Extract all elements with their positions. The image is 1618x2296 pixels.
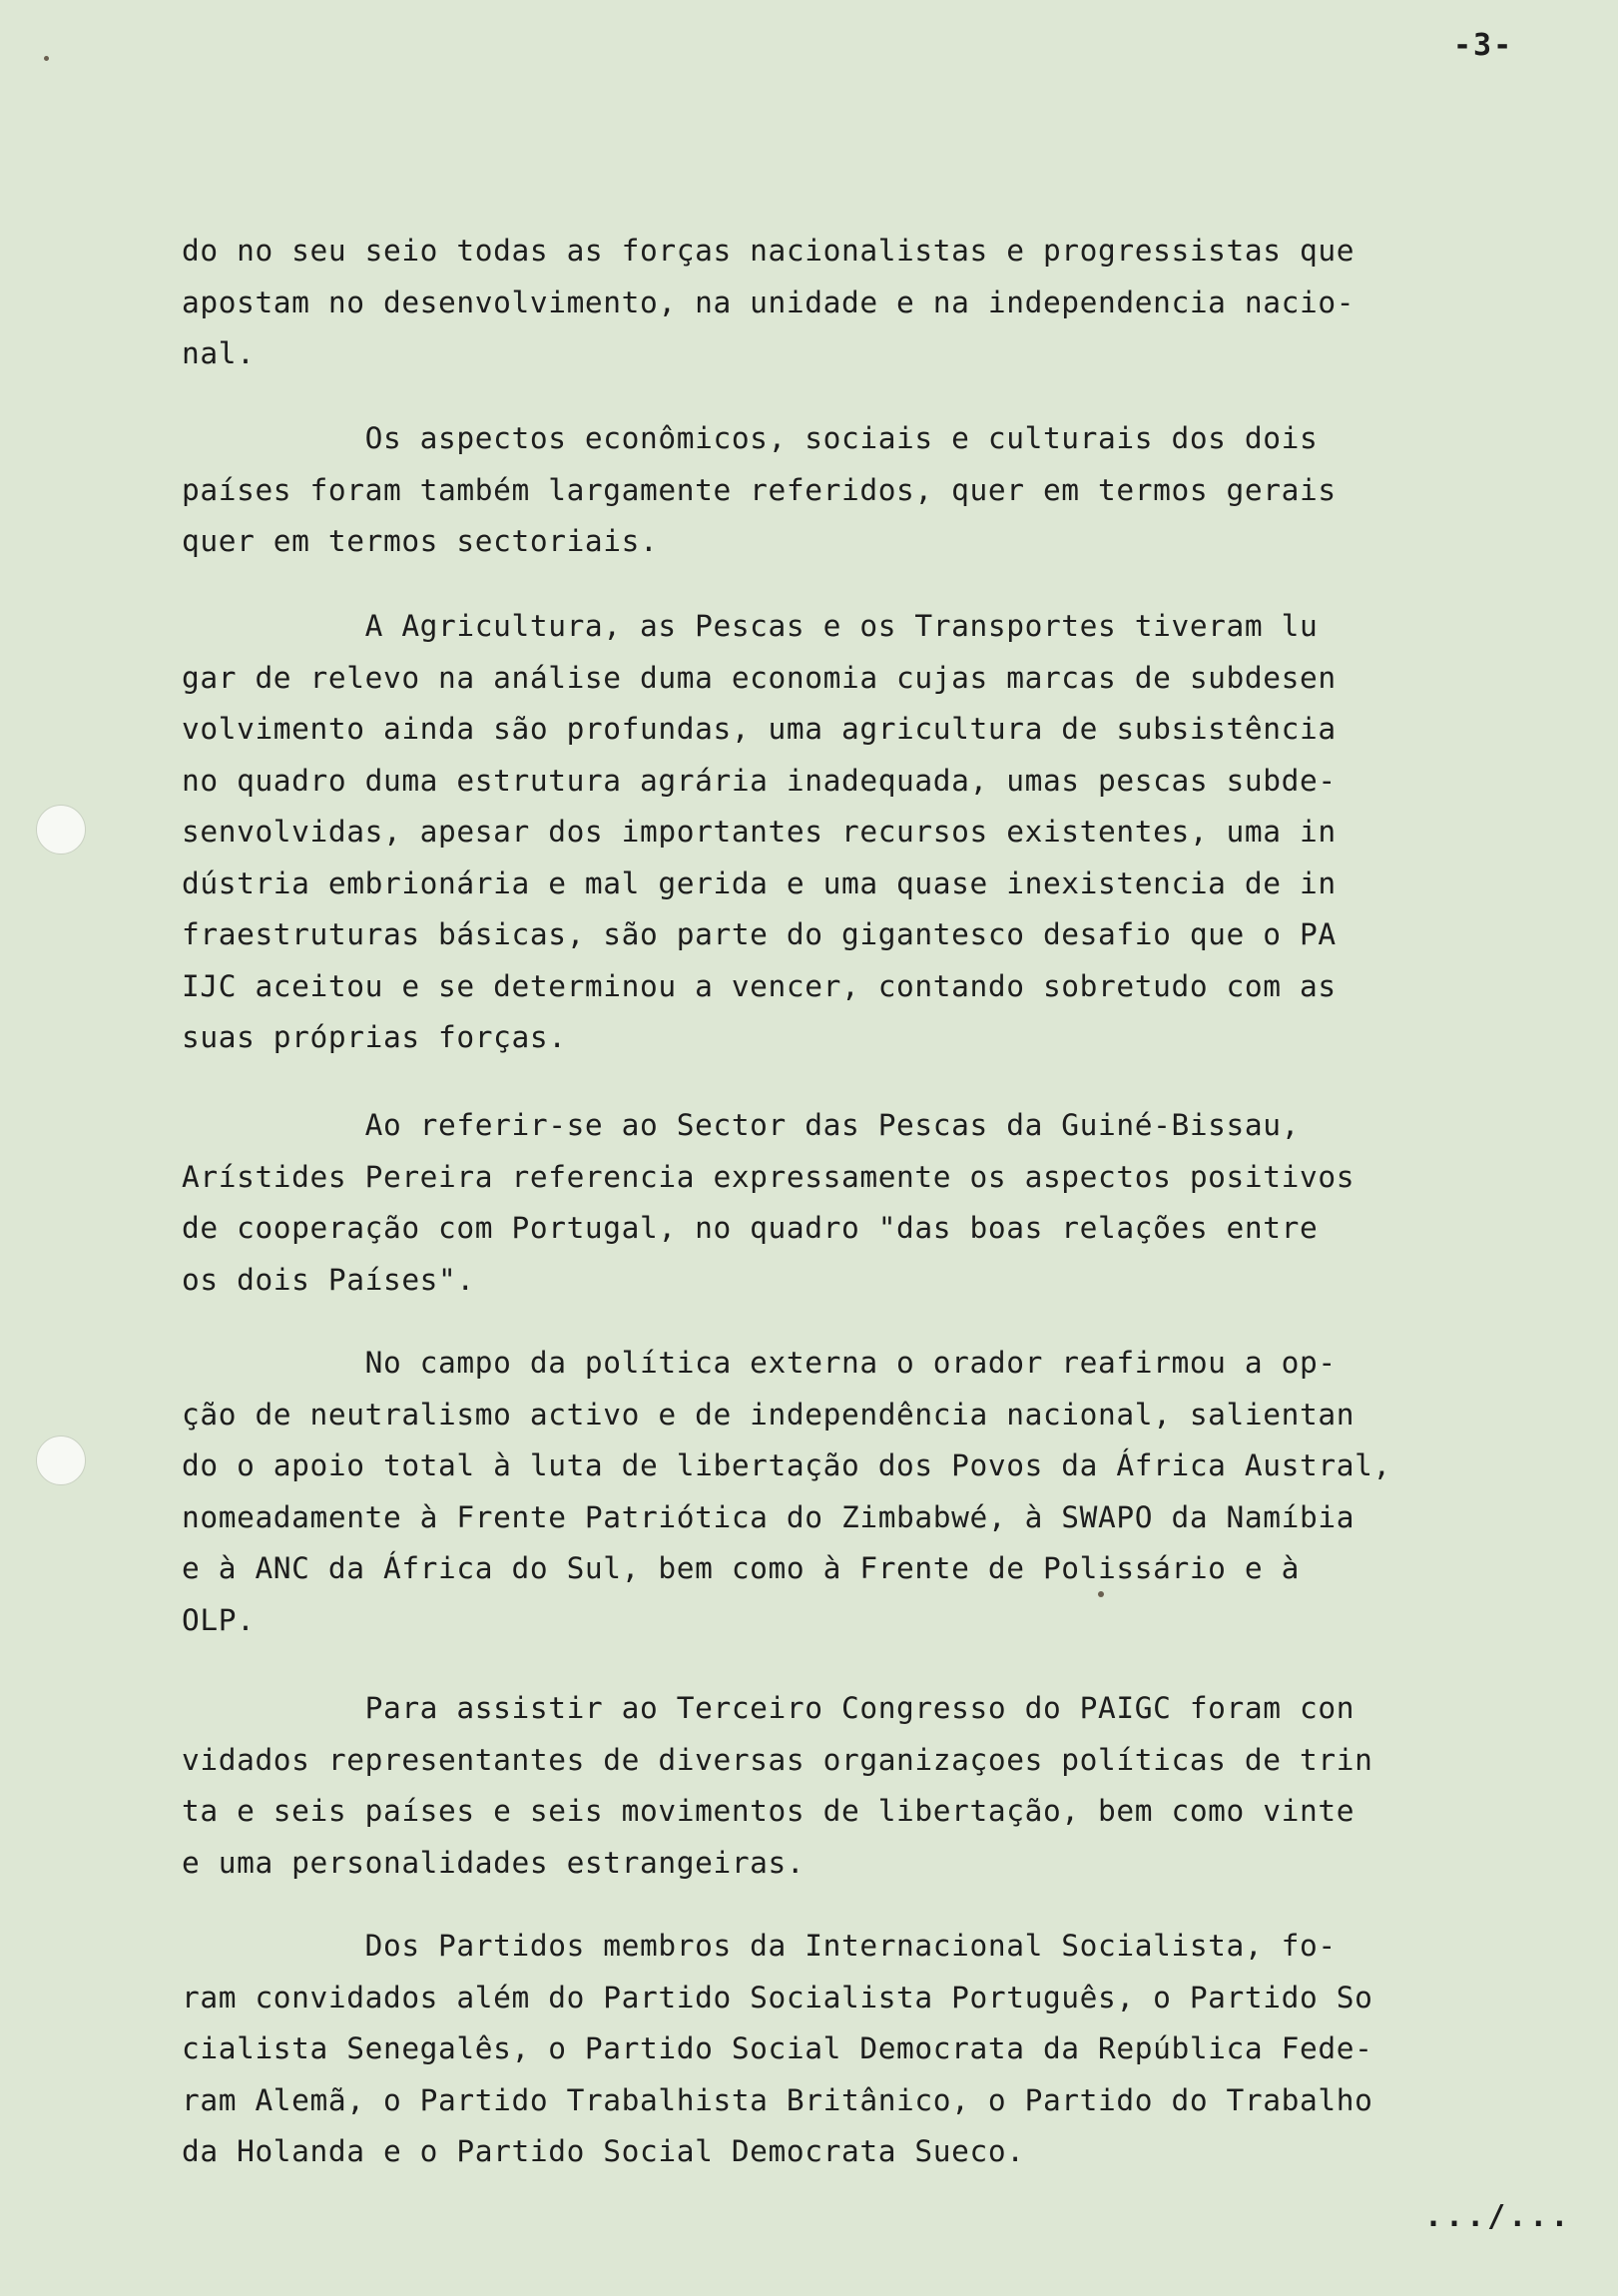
text-line: do no seu seio todas as forças nacionalistas e progressistas que bbox=[182, 234, 1355, 268]
text-line: Arístides Pereira referencia expressamente os aspectos positivos bbox=[182, 1159, 1355, 1194]
scan-speck bbox=[44, 56, 49, 61]
text-line: gar de relevo na análise duma economia cujas marcas de subdesen bbox=[182, 660, 1337, 695]
text-line: os dois Países". bbox=[182, 1262, 475, 1297]
text-line: ção de neutralismo activo e de independência nacional, salientan bbox=[182, 1397, 1355, 1432]
text-line: ram convidados além do Partido Socialista Português, o Partido So bbox=[182, 1980, 1373, 2014]
paragraph-3 bbox=[182, 601, 1509, 1064]
text-line: No campo da política externa o orador reafirmou a op- bbox=[182, 1346, 1337, 1380]
punch-hole bbox=[36, 805, 86, 855]
text-line: nal. bbox=[182, 336, 256, 370]
text-line: Dos Partidos membros da Internacional Socialista, fo- bbox=[182, 1929, 1337, 1963]
paragraph-7 bbox=[182, 1921, 1509, 2178]
text-line: cialista Senegalês, o Partido Social Democrata da República Fede- bbox=[182, 2031, 1373, 2065]
text-line: fraestruturas básicas, são parte do gigantesco desafio que o PA bbox=[182, 917, 1337, 951]
paragraph-5 bbox=[182, 1338, 1509, 1646]
paragraph-1 bbox=[182, 226, 1509, 380]
text-line: A Agricultura, as Pescas e os Transportes tiveram lu bbox=[182, 609, 1319, 643]
text-line: volvimento ainda são profundas, uma agricultura de subsistência bbox=[182, 712, 1337, 746]
text-line: suas próprias forças. bbox=[182, 1020, 567, 1054]
text-line: quer em termos sectoriais. bbox=[182, 524, 659, 558]
paragraph-6 bbox=[182, 1683, 1509, 1889]
text-line: de cooperação com Portugal, no quadro "das boas relações entre bbox=[182, 1211, 1319, 1245]
text-line: e uma personalidades estrangeiras. bbox=[182, 1845, 806, 1880]
text-line: vidados representantes de diversas organizaçoes políticas de trin bbox=[182, 1742, 1373, 1777]
paragraph-2 bbox=[182, 413, 1509, 568]
text-line: senvolvidas, apesar dos importantes recursos existentes, uma in bbox=[182, 815, 1337, 849]
text-line: IJC aceitou e se determinou a vencer, contando sobretudo com as bbox=[182, 968, 1337, 1003]
text-line: e à ANC da África do Sul, bem como à Frente de Polissário e à bbox=[182, 1551, 1300, 1585]
continuation-mark: .../... bbox=[1424, 2199, 1572, 2234]
text-line: ta e seis países e seis movimentos de libertação, bem como vinte bbox=[182, 1794, 1355, 1828]
text-line: no quadro duma estrutura agrária inadequada, umas pescas subde- bbox=[182, 763, 1337, 798]
text-line: Para assistir ao Terceiro Congresso do PAIGC foram con bbox=[182, 1691, 1355, 1725]
page-number: -3- bbox=[1453, 28, 1514, 63]
text-line: nomeadamente à Frente Patriótica do Zimbabwé, à SWAPO da Namíbia bbox=[182, 1499, 1355, 1534]
text-line: países foram também largamente referidos, quer em termos gerais bbox=[182, 472, 1337, 507]
paragraph-4 bbox=[182, 1100, 1509, 1306]
punch-hole bbox=[36, 1435, 86, 1485]
text-line: Os aspectos econômicos, sociais e culturais dos dois bbox=[182, 421, 1319, 455]
text-line: OLP. bbox=[182, 1602, 256, 1637]
text-line: dústria embrionária e mal gerida e uma quase inexistencia de in bbox=[182, 865, 1337, 900]
text-line: do o apoio total à luta de libertação dos Povos da África Austral, bbox=[182, 1448, 1391, 1482]
text-line: apostam no desenvolvimento, na unidade e na independencia nacio- bbox=[182, 285, 1355, 319]
text-line: da Holanda e o Partido Social Democrata Sueco. bbox=[182, 2134, 1025, 2168]
scan-speck bbox=[1098, 1591, 1104, 1597]
text-line: Ao referir-se ao Sector das Pescas da Guiné-Bissau, bbox=[182, 1108, 1300, 1142]
text-line: ram Alemã, o Partido Trabalhista Britânico, o Partido do Trabalho bbox=[182, 2082, 1373, 2117]
